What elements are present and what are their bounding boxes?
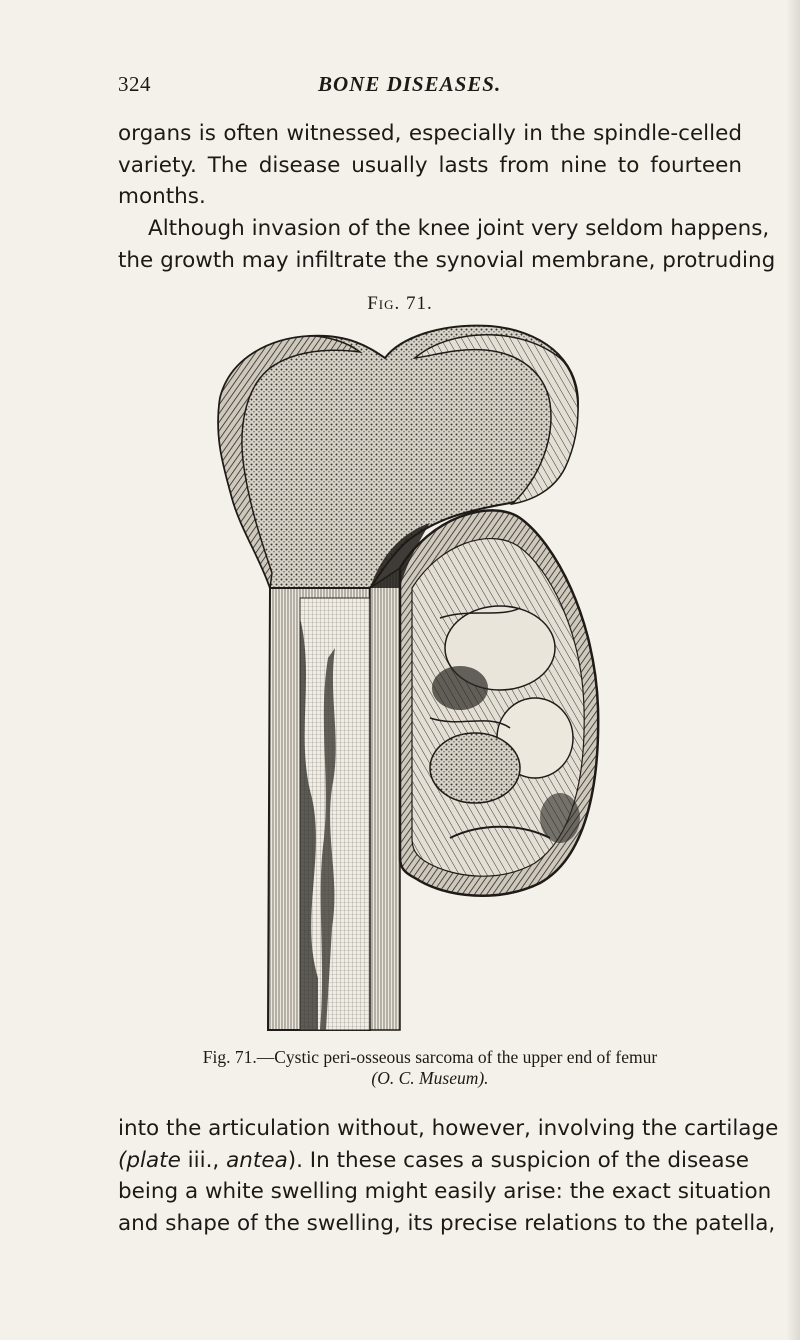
femur-sarcoma-illustration <box>200 318 610 1046</box>
figure-caption <box>150 1047 710 1089</box>
text-line: Although invasion of the knee joint very seldom happens, <box>148 216 770 241</box>
running-head-title: BONE DISEASES. <box>318 72 502 96</box>
text-line: variety. The disease usually lasts from nine to fourteen <box>118 152 742 178</box>
text-line: and shape of the swelling, its precise relations to the patella, <box>118 1210 776 1236</box>
paragraph-second <box>118 213 776 276</box>
text-fragment: ). In these cases a suspicion of the disease <box>287 1147 750 1173</box>
paragraph-bottom <box>118 1113 779 1239</box>
italic-plate: (plate <box>118 1147 181 1173</box>
caption-line-1: Fig. 71.—Cystic peri-osseous sarcoma of the upper end of femur <box>202 1047 658 1067</box>
paragraph-top <box>118 118 742 213</box>
italic-antea: antea <box>226 1147 288 1173</box>
text-line-with-italics <box>118 1145 750 1177</box>
page-edge-shadow <box>786 0 800 1340</box>
text-line: months. <box>118 184 206 209</box>
text-fragment: iii., <box>180 1147 227 1173</box>
text-line: the growth may infiltrate the synovial membrane, protruding <box>118 247 776 273</box>
text-line: into the articulation without, however, involving the cartilage <box>118 1116 779 1141</box>
figure-label: Fig. 71. <box>367 293 433 314</box>
page-number: 324 <box>118 72 151 96</box>
text-line: organs is often witnessed, especially in the spindle-celled <box>118 121 742 146</box>
text-line: being a white swelling might easily arise: the exact situation <box>118 1179 772 1204</box>
running-head <box>118 72 718 102</box>
caption-line-2: (O. C. Museum). <box>371 1068 489 1088</box>
